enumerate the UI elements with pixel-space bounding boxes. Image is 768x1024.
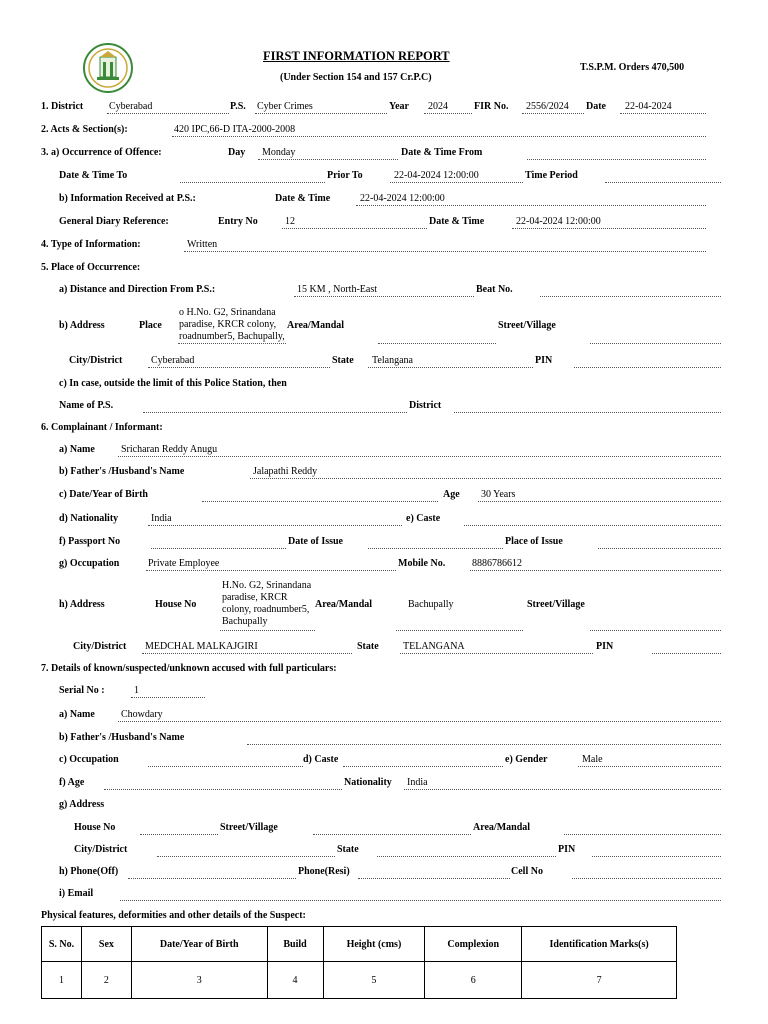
complainant-house-no-label: House No (155, 599, 197, 610)
ps-label: P.S. (230, 101, 246, 112)
complainant-label: 6. Complainant / Informant: (41, 422, 163, 433)
entry-no-label: Entry No (218, 216, 258, 227)
state-label: State (332, 355, 354, 366)
complainant-city-label: City/District (73, 641, 127, 652)
accused-phone-off-label: h) Phone(Off) (59, 866, 119, 877)
complainant-city-value: MEDCHAL MALKAJGIRI (145, 641, 258, 652)
accused-address-label: g) Address (59, 799, 105, 810)
accused-father-label: b) Father's /Husband's Name (59, 732, 185, 743)
accused-nationality-line (404, 789, 721, 790)
accused-street-line (313, 834, 471, 835)
report-title: FIRST INFORMATION REPORT (263, 49, 450, 63)
day-value: Monday (262, 147, 296, 158)
area-mandal-line (378, 343, 496, 344)
complainant-area-label: Area/Mandal (315, 599, 373, 610)
accused-nationality-label: Nationality (344, 777, 392, 788)
accused-gender-line (578, 766, 721, 767)
accused-name-value: Chowdary (121, 709, 163, 720)
complainant-city-line (142, 653, 352, 654)
year-value: 2024 (428, 101, 448, 112)
complainant-occupation-line (146, 570, 396, 571)
prior-to-line (390, 182, 523, 183)
place-value: o H.No. G2, Srinandana paradise, KRCR colony, roadnumber5, Bachupally, (179, 307, 285, 342)
complainant-house-no-line (220, 630, 315, 631)
distance-line (294, 296, 474, 297)
ps-value: Cyber Crimes (257, 101, 313, 112)
accused-phone-off-line (128, 878, 296, 879)
serial-no-line (131, 697, 205, 698)
district-label: 1. District (41, 101, 84, 112)
passport-issue-date-line (368, 548, 503, 549)
column-header: Identification Marks(s) (522, 927, 677, 962)
telangana-emblem-logo (82, 42, 134, 94)
table-header-row (42, 927, 677, 962)
orders-ref: T.S.P.M. Orders 470,500 (580, 62, 685, 73)
gd-datetime-label: Date & Time (429, 216, 485, 227)
district2-line (454, 412, 721, 413)
accused-house-no-label: House No (74, 822, 116, 833)
accused-phone-resi-label: Phone(Resi) (298, 866, 350, 877)
place-label: Place (139, 320, 162, 331)
complainant-name-label: a) Name (59, 444, 95, 455)
table-cell: 1 (42, 962, 82, 999)
street-village-label: Street/Village (498, 320, 556, 331)
entry-no-value: 12 (285, 216, 295, 227)
name-of-ps-line (143, 412, 407, 413)
complainant-caste-label: e) Caste (406, 513, 441, 524)
place-line (178, 343, 286, 344)
name-of-ps-label: Name of P.S. (59, 400, 114, 411)
distance-value: 15 KM , North-East (297, 284, 377, 295)
district-line (107, 113, 229, 114)
year-label: Year (389, 101, 409, 112)
accused-caste-line (343, 766, 503, 767)
accused-pin-line (592, 856, 721, 857)
table-cell: 2 (81, 962, 131, 999)
distance-label: a) Distance and Direction From P.S.: (59, 284, 216, 295)
prior-to-value: 22-04-2024 12:00:00 (394, 170, 479, 181)
report-subtitle: (Under Section 154 and 157 Cr.P.C) (280, 72, 432, 83)
pin-line (574, 367, 721, 368)
city-district-value: Cyberabad (151, 355, 195, 366)
state-value: Telangana (372, 355, 413, 366)
accused-occupation-label: c) Occupation (59, 754, 119, 765)
gd-datetime-value: 22-04-2024 12:00:00 (516, 216, 601, 227)
date-line (620, 113, 706, 114)
accused-age-line (104, 789, 342, 790)
date-time-from-label: Date & Time From (401, 147, 483, 158)
complainant-dob-label: c) Date/Year of Birth (59, 489, 148, 500)
address-label: b) Address (59, 320, 105, 331)
accused-caste-label: d) Caste (303, 754, 339, 765)
date-value: 22-04-2024 (625, 101, 672, 112)
accused-city-label: City/District (74, 844, 128, 855)
serial-no-value: 1 (134, 685, 139, 696)
complainant-street-label: Street/Village (527, 599, 585, 610)
table-cell: 4 (267, 962, 323, 999)
column-header: S. No. (42, 927, 82, 962)
accused-state-line (377, 856, 556, 857)
info-received-label: b) Information Received at P.S.: (59, 193, 196, 204)
accused-house-no-line (140, 834, 218, 835)
info-type-line (184, 251, 706, 252)
complainant-occupation-value: Private Employee (148, 558, 220, 569)
accused-name-line (118, 721, 721, 722)
complainant-state-label: State (357, 641, 379, 652)
passport-no-line (151, 548, 286, 549)
street-village-line (590, 343, 721, 344)
complainant-age-line (478, 501, 721, 502)
accused-gender-label: e) Gender (505, 754, 548, 765)
complainant-father-value: Jalapathi Reddy (253, 466, 318, 477)
entry-no-line (282, 228, 427, 229)
gd-datetime-line (512, 228, 706, 229)
complainant-area-value: Bachupally (408, 599, 454, 610)
complainant-age-label: Age (443, 489, 460, 500)
date-time-to-line (180, 182, 325, 183)
complainant-father-line (250, 478, 721, 479)
received-datetime-label: Date & Time (275, 193, 331, 204)
year-line (424, 113, 472, 114)
time-period-label: Time Period (525, 170, 578, 181)
column-header: Complexion (425, 927, 522, 962)
complainant-nationality-line (148, 525, 402, 526)
complainant-street-line (590, 630, 721, 631)
complainant-nationality-label: d) Nationality (59, 513, 119, 524)
state-line (368, 367, 533, 368)
complainant-pin-label: PIN (596, 641, 614, 652)
complainant-state-line (400, 653, 593, 654)
beat-no-line (540, 296, 721, 297)
physical-features-title: Physical features, deformities and other details of the Suspect: (41, 910, 306, 921)
column-header: Height (cms) (323, 927, 425, 962)
received-datetime-value: 22-04-2024 12:00:00 (360, 193, 445, 204)
accused-street-label: Street/Village (220, 822, 278, 833)
table-cell: 6 (425, 962, 522, 999)
place-of-occurrence-label: 5. Place of Occurrence: (41, 262, 141, 273)
accused-area-label: Area/Mandal (473, 822, 531, 833)
fir-value: 2556/2024 (526, 101, 569, 112)
accused-father-line (247, 744, 721, 745)
mobile-no-label: Mobile No. (398, 558, 446, 569)
accused-name-label: a) Name (59, 709, 95, 720)
complainant-father-label: b) Father's /Husband's Name (59, 466, 185, 477)
city-district-line (148, 367, 330, 368)
acts-line (172, 136, 706, 137)
date-label: Date (586, 101, 606, 112)
accused-pin-label: PIN (558, 844, 576, 855)
date-time-to-label: Date & Time To (59, 170, 128, 181)
accused-cell-line (572, 878, 721, 879)
pin-label: PIN (535, 355, 553, 366)
complainant-state-value: TELANGANA (403, 641, 465, 652)
accused-gender-value: Male (582, 754, 603, 765)
day-label: Day (228, 147, 246, 158)
complainant-pin-line (652, 653, 721, 654)
received-datetime-line (356, 205, 706, 206)
table-cell: 5 (323, 962, 425, 999)
table-row (42, 962, 677, 999)
complainant-name-line (118, 456, 721, 457)
district2-label: District (409, 400, 442, 411)
complainant-address-label: h) Address (59, 599, 105, 610)
city-district-label: City/District (69, 355, 123, 366)
area-mandal-label: Area/Mandal (287, 320, 345, 331)
accused-cell-label: Cell No (511, 866, 543, 877)
prior-to-label: Prior To (327, 170, 363, 181)
column-header: Build (267, 927, 323, 962)
accused-email-line (120, 900, 721, 901)
ps-line (255, 113, 387, 114)
beat-no-label: Beat No. (476, 284, 513, 295)
day-line (258, 159, 398, 160)
passport-issue-place-line (598, 548, 721, 549)
info-type-label: 4. Type of Information: (41, 239, 141, 250)
accused-details-label: 7. Details of known/suspected/unknown accused with full particulars: (41, 663, 337, 674)
complainant-caste-line (464, 525, 721, 526)
complainant-age-value: 30 Years (481, 489, 516, 500)
complainant-area-line (396, 630, 523, 631)
passport-issue-date-label: Date of Issue (288, 536, 343, 547)
acts-value: 420 IPC,66-D ITA-2000-2008 (174, 124, 296, 135)
table-cell: 3 (131, 962, 267, 999)
complainant-name-value: Sricharan Reddy Anugu (121, 444, 218, 455)
complainant-occupation-label: g) Occupation (59, 558, 120, 569)
time-period-line (605, 182, 721, 183)
accused-city-line (157, 856, 335, 857)
outside-limit-label: c) In case, outside the limit of this Police Station, then (59, 378, 287, 389)
complainant-house-no-value: H.No. G2, Srinandana paradise, KRCR colony, roadnumber5, Bachupally (222, 580, 312, 627)
column-header: Sex (81, 927, 131, 962)
passport-issue-place-label: Place of Issue (505, 536, 563, 547)
district-value: Cyberabad (109, 101, 153, 112)
accused-age-label: f) Age (59, 777, 85, 788)
complainant-dob-line (202, 501, 438, 502)
occurrence-label: 3. a) Occurrence of Offence: (41, 147, 162, 158)
complainant-nationality-value: India (151, 513, 172, 524)
passport-no-label: f) Passport No (59, 536, 121, 547)
fir-line (522, 113, 584, 114)
accused-occupation-line (148, 766, 303, 767)
physical-features-table (41, 926, 677, 999)
info-type-value: Written (187, 239, 218, 250)
general-diary-label: General Diary Reference: (59, 216, 169, 227)
accused-nationality-value: India (407, 777, 428, 788)
date-time-from-line (527, 159, 706, 160)
serial-no-label: Serial No : (59, 685, 105, 696)
column-header: Date/Year of Birth (131, 927, 267, 962)
acts-label: 2. Acts & Section(s): (41, 124, 128, 135)
accused-email-label: i) Email (59, 888, 94, 899)
table-cell: 7 (522, 962, 677, 999)
accused-phone-resi-line (358, 878, 510, 879)
accused-area-line (564, 834, 721, 835)
mobile-no-value: 8886786612 (472, 558, 522, 569)
mobile-no-line (470, 570, 721, 571)
accused-state-label: State (337, 844, 359, 855)
fir-label: FIR No. (474, 101, 509, 112)
